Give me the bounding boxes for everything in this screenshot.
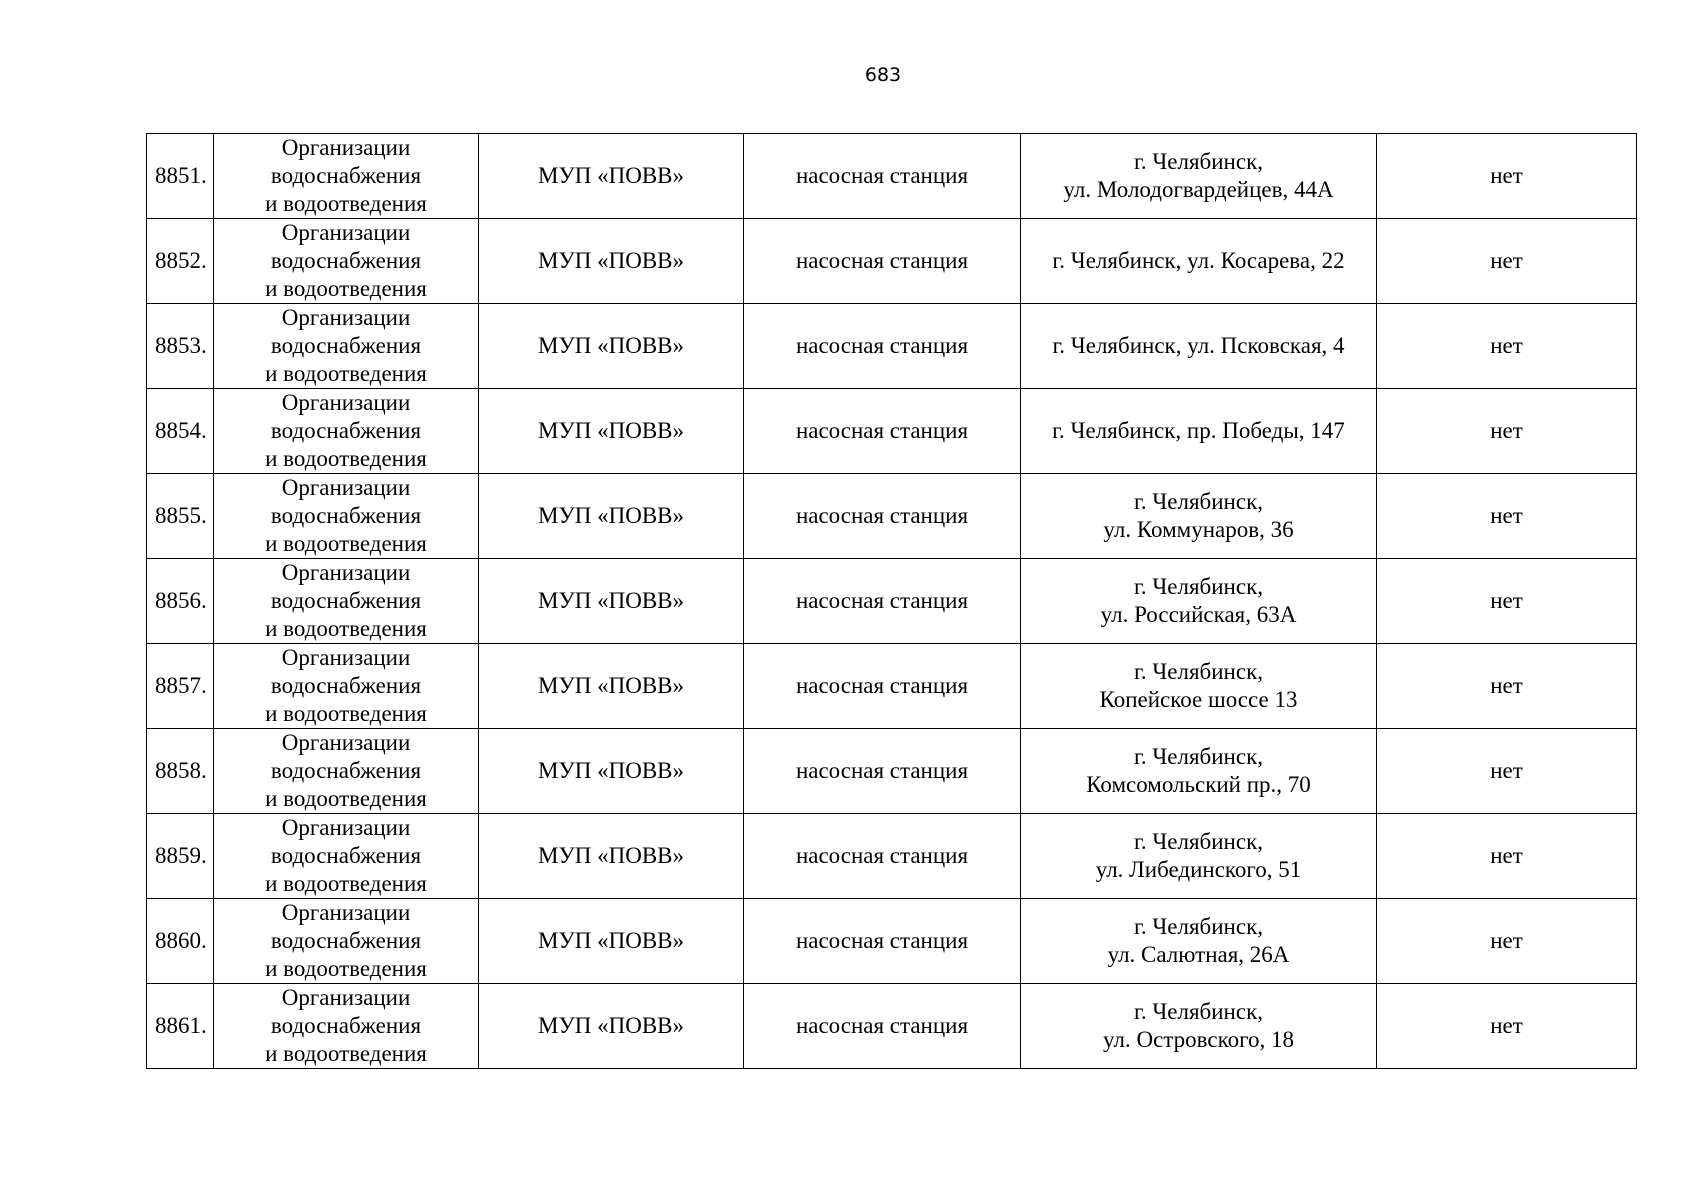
address-line: г. Челябинск, <box>1133 574 1263 599</box>
address-cell <box>1021 984 1377 1069</box>
organization-cell: МУП «ПОВВ» <box>479 304 744 389</box>
row-number-cell: 8859. <box>147 814 214 899</box>
row-number-cell: 8860. <box>147 899 214 984</box>
category-line: Организации <box>281 815 411 840</box>
row-number-cell: 8853. <box>147 304 214 389</box>
object-type-cell: насосная станция <box>744 219 1021 304</box>
category-cell <box>214 814 479 899</box>
category-line: Организации <box>281 645 411 670</box>
address-cell <box>1021 474 1377 559</box>
organization-cell: МУП «ПОВВ» <box>479 984 744 1069</box>
object-type-cell: насосная станция <box>744 814 1021 899</box>
row-number-cell: 8851. <box>147 134 214 219</box>
category-line: водоснабжения <box>270 928 422 953</box>
category-line: Организации <box>281 135 411 160</box>
table-row <box>147 474 1637 559</box>
address-cell <box>1021 559 1377 644</box>
category-line: и водоотведения <box>265 446 427 471</box>
address-line: Копейское шоссе 13 <box>1099 687 1298 712</box>
category-line: Организации <box>281 985 411 1010</box>
category-cell <box>214 134 479 219</box>
note-cell: нет <box>1377 984 1637 1069</box>
table-row <box>147 134 1637 219</box>
address-cell <box>1021 389 1377 474</box>
category-line: водоснабжения <box>270 758 422 783</box>
object-type-cell: насосная станция <box>744 474 1021 559</box>
table-row <box>147 219 1637 304</box>
organization-cell: МУП «ПОВВ» <box>479 644 744 729</box>
address-cell <box>1021 814 1377 899</box>
row-number-cell: 8852. <box>147 219 214 304</box>
category-cell <box>214 304 479 389</box>
category-line: Организации <box>281 305 411 330</box>
category-line: водоснабжения <box>270 163 422 188</box>
category-line: и водоотведения <box>265 786 427 811</box>
category-cell <box>214 899 479 984</box>
note-cell: нет <box>1377 814 1637 899</box>
object-type-cell: насосная станция <box>744 559 1021 644</box>
category-line: водоснабжения <box>270 673 422 698</box>
address-line: г. Челябинск, <box>1133 829 1263 854</box>
address-cell <box>1021 729 1377 814</box>
category-line: и водоотведения <box>265 956 427 981</box>
address-cell <box>1021 644 1377 729</box>
category-line: и водоотведения <box>265 531 427 556</box>
address-line: ул. Коммунаров, 36 <box>1103 517 1294 542</box>
category-cell <box>214 389 479 474</box>
table-row <box>147 389 1637 474</box>
category-line: водоснабжения <box>270 843 422 868</box>
table-row <box>147 559 1637 644</box>
object-type-cell: насосная станция <box>744 899 1021 984</box>
category-line: водоснабжения <box>270 1013 422 1038</box>
category-line: Организации <box>281 900 411 925</box>
category-line: Организации <box>281 560 411 585</box>
organization-cell: МУП «ПОВВ» <box>479 559 744 644</box>
row-number-cell: 8858. <box>147 729 214 814</box>
object-type-cell: насосная станция <box>744 984 1021 1069</box>
object-type-cell: насосная станция <box>744 134 1021 219</box>
address-line: ул. Островского, 18 <box>1103 1027 1294 1052</box>
address-cell <box>1021 304 1377 389</box>
address-line: ул. Либединского, 51 <box>1095 857 1302 882</box>
note-cell: нет <box>1377 644 1637 729</box>
address-line: ул. Салютная, 26А <box>1107 942 1290 967</box>
address-cell <box>1021 134 1377 219</box>
category-line: и водоотведения <box>265 616 427 641</box>
row-number-cell: 8857. <box>147 644 214 729</box>
address-cell <box>1021 219 1377 304</box>
category-line: и водоотведения <box>265 361 427 386</box>
category-line: Организации <box>281 390 411 415</box>
note-cell: нет <box>1377 729 1637 814</box>
table-row <box>147 729 1637 814</box>
category-cell <box>214 984 479 1069</box>
organization-cell: МУП «ПОВВ» <box>479 389 744 474</box>
category-line: и водоотведения <box>265 871 427 896</box>
category-line: и водоотведения <box>265 276 427 301</box>
category-cell <box>214 729 479 814</box>
table-row <box>147 644 1637 729</box>
category-line: Организации <box>281 220 411 245</box>
table-row <box>147 984 1637 1069</box>
row-number-cell: 8854. <box>147 389 214 474</box>
note-cell: нет <box>1377 389 1637 474</box>
category-cell <box>214 644 479 729</box>
row-number-cell: 8856. <box>147 559 214 644</box>
registry-table <box>146 133 1637 1069</box>
address-line: г. Челябинск, <box>1133 659 1263 684</box>
address-line: г. Челябинск, ул. Псковская, 4 <box>1052 333 1345 358</box>
table-row <box>147 814 1637 899</box>
organization-cell: МУП «ПОВВ» <box>479 134 744 219</box>
note-cell: нет <box>1377 304 1637 389</box>
table-row <box>147 304 1637 389</box>
note-cell: нет <box>1377 134 1637 219</box>
category-cell <box>214 474 479 559</box>
object-type-cell: насосная станция <box>744 729 1021 814</box>
category-line: водоснабжения <box>270 333 422 358</box>
category-line: Организации <box>281 475 411 500</box>
object-type-cell: насосная станция <box>744 644 1021 729</box>
table-row <box>147 899 1637 984</box>
address-line: г. Челябинск, <box>1133 999 1263 1024</box>
note-cell: нет <box>1377 219 1637 304</box>
note-cell: нет <box>1377 899 1637 984</box>
address-cell <box>1021 899 1377 984</box>
address-line: г. Челябинск, пр. Победы, 147 <box>1052 418 1345 443</box>
organization-cell: МУП «ПОВВ» <box>479 729 744 814</box>
row-number-cell: 8861. <box>147 984 214 1069</box>
category-line: Организации <box>281 730 411 755</box>
address-line: ул. Российская, 63А <box>1100 602 1297 627</box>
category-line: и водоотведения <box>265 191 427 216</box>
table-body <box>147 134 1637 1069</box>
page-number: 683 <box>864 64 902 86</box>
object-type-cell: насосная станция <box>744 304 1021 389</box>
address-line: г. Челябинск, <box>1133 744 1263 769</box>
object-type-cell: насосная станция <box>744 389 1021 474</box>
category-cell <box>214 559 479 644</box>
category-line: водоснабжения <box>270 248 422 273</box>
organization-cell: МУП «ПОВВ» <box>479 474 744 559</box>
address-line: г. Челябинск, ул. Косарева, 22 <box>1052 248 1345 273</box>
category-line: и водоотведения <box>265 1041 427 1066</box>
address-line: ул. Молодогвардейцев, 44А <box>1063 177 1334 202</box>
address-line: г. Челябинск, <box>1133 914 1263 939</box>
organization-cell: МУП «ПОВВ» <box>479 899 744 984</box>
category-line: водоснабжения <box>270 503 422 528</box>
note-cell: нет <box>1377 474 1637 559</box>
category-cell <box>214 219 479 304</box>
address-line: Комсомольский пр., 70 <box>1086 772 1311 797</box>
category-line: водоснабжения <box>270 418 422 443</box>
note-cell: нет <box>1377 559 1637 644</box>
address-line: г. Челябинск, <box>1133 489 1263 514</box>
address-line: г. Челябинск, <box>1133 149 1263 174</box>
category-line: и водоотведения <box>265 701 427 726</box>
category-line: водоснабжения <box>270 588 422 613</box>
organization-cell: МУП «ПОВВ» <box>479 814 744 899</box>
organization-cell: МУП «ПОВВ» <box>479 219 744 304</box>
row-number-cell: 8855. <box>147 474 214 559</box>
